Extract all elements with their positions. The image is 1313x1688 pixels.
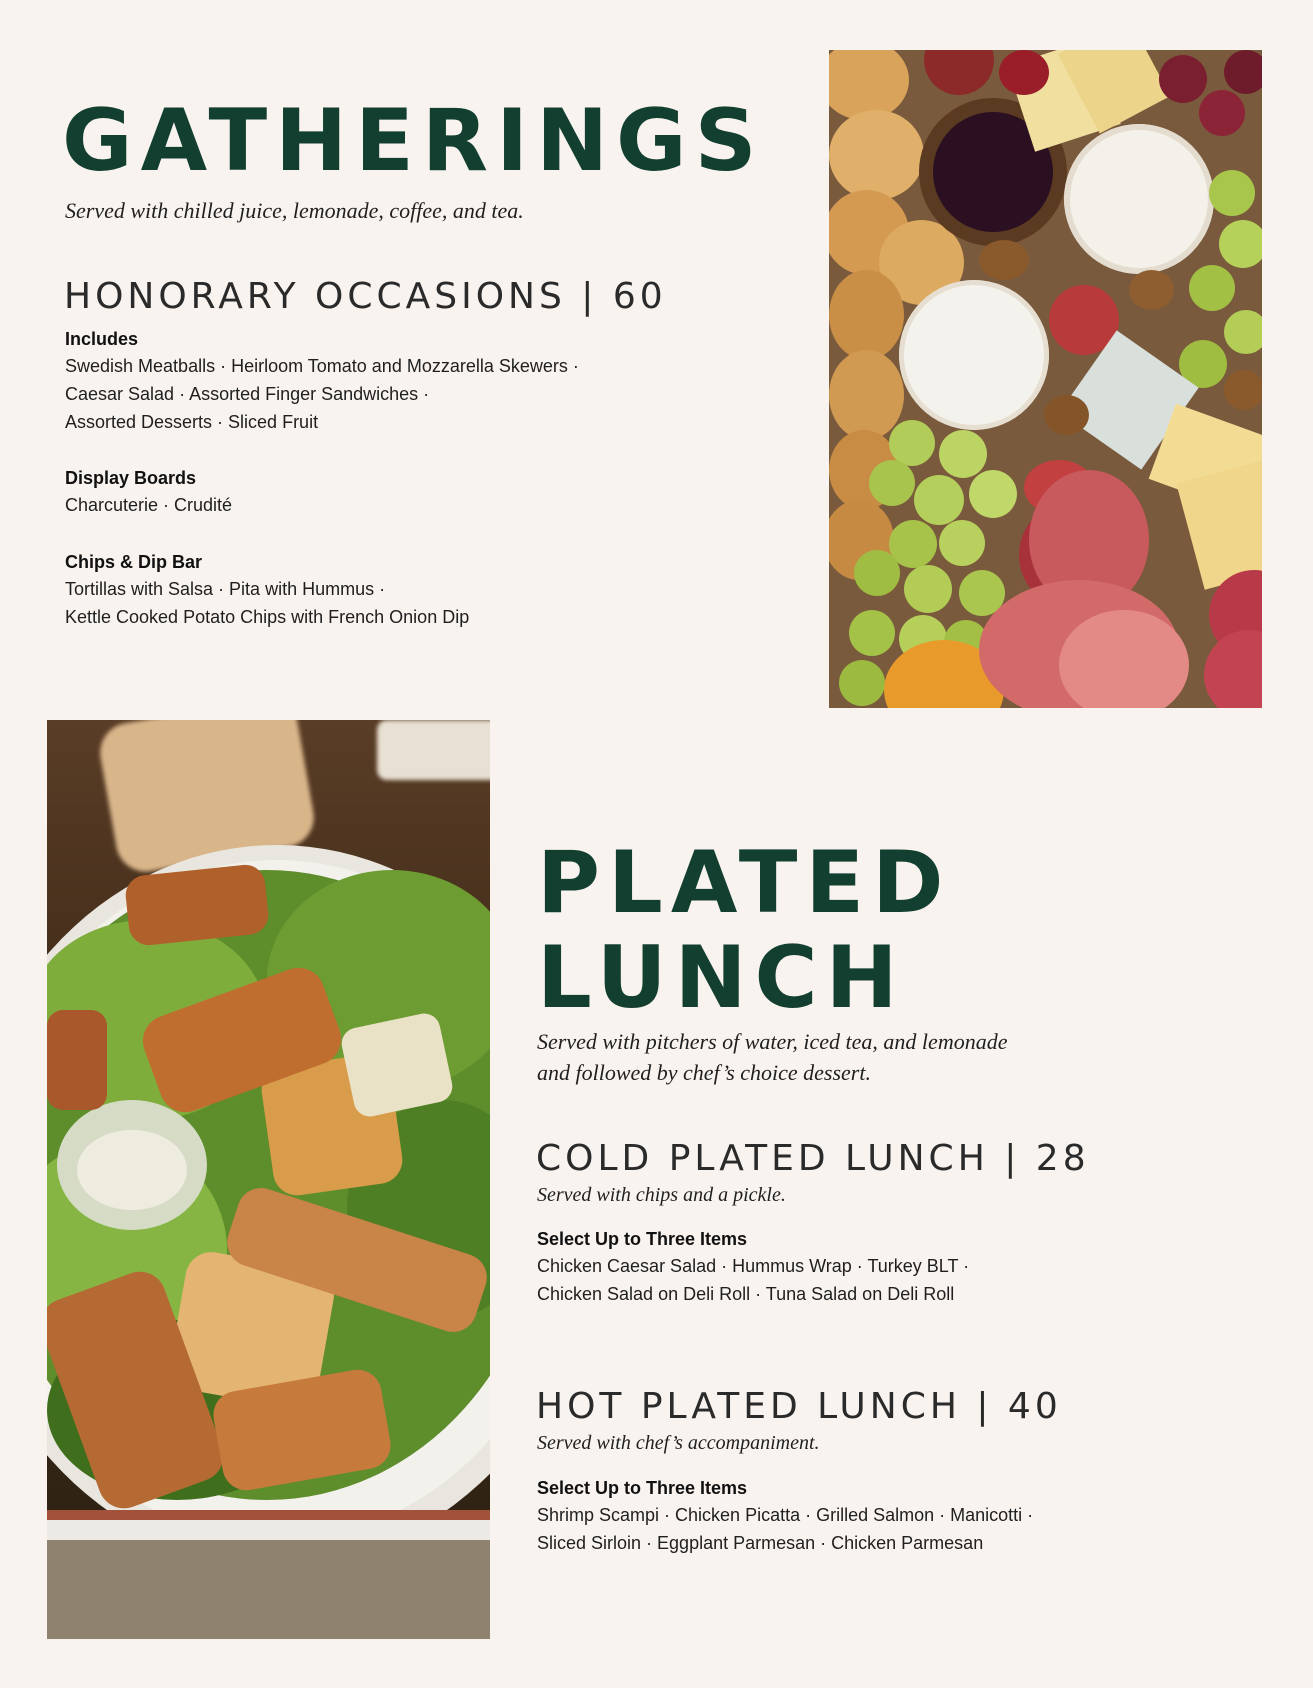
hot-plated-lunch-group [537,1475,1257,1557]
includes-line: Assorted Desserts · Sliced Fruit [65,412,319,432]
chips-dip-items [65,575,785,631]
plated-lunch-title-line1: PLATED [537,833,952,933]
gatherings-subtitle: Served with chilled juice, lemonade, coffee, and tea. [65,198,524,223]
includes-items [65,352,785,436]
cold-plated-lunch-heading: COLD PLATED LUNCH | 28 [536,1138,1090,1179]
hot-items [537,1501,1257,1557]
plated-lunch-title-line2: LUNCH [537,928,906,1028]
includes-group [65,326,785,436]
chips-dip-group [65,549,785,631]
includes-line: Caesar Salad · Assorted Finger Sandwiches · [65,384,430,404]
chips-dip-label: Chips & Dip Bar [65,552,203,572]
display-boards-line: Charcuterie · Crudité [65,495,233,515]
chips-dip-line: Tortillas with Salsa · Pita with Hummus · [65,579,386,599]
honorary-occasions-heading: HONORARY OCCASIONS | 60 [64,276,667,317]
gatherings-title: GATHERINGS [62,91,765,191]
display-boards-label: Display Boards [65,468,197,488]
cold-items-line: Chicken Salad on Deli Roll · Tuna Salad on Deli Roll [537,1284,955,1304]
chips-dip-line: Kettle Cooked Potato Chips with French Onion Dip [65,607,470,627]
hot-select-label: Select Up to Three Items [537,1478,748,1498]
cold-plated-lunch-group [537,1226,1257,1308]
includes-line: Swedish Meatballs · Heirloom Tomato and Mozzarella Skewers · [65,356,579,376]
chicken-caesar-salad-photo [47,720,490,1639]
charcuterie-board-photo [829,50,1262,708]
display-boards-group [65,465,785,519]
hot-items-line: Shrimp Scampi · Chicken Picatta · Grilled Salmon · Manicotti · [537,1505,1034,1525]
display-boards-items [65,491,785,519]
plated-lunch-subtitle-line2: and followed by chef’s choice dessert. [537,1060,871,1085]
cold-select-label: Select Up to Three Items [537,1229,748,1249]
hot-plated-lunch-note: Served with chef’s accompaniment. [537,1432,820,1454]
cold-items [537,1252,1257,1308]
includes-label: Includes [65,329,139,349]
cold-plated-lunch-note: Served with chips and a pickle. [537,1184,786,1206]
plated-lunch-subtitle-line1: Served with pitchers of water, iced tea, and lemonade [537,1029,1008,1054]
cold-items-line: Chicken Caesar Salad · Hummus Wrap · Turkey BLT · [537,1256,970,1276]
hot-items-line: Sliced Sirloin · Eggplant Parmesan · Chicken Parmesan [537,1533,984,1553]
hot-plated-lunch-heading: HOT PLATED LUNCH | 40 [536,1386,1062,1427]
